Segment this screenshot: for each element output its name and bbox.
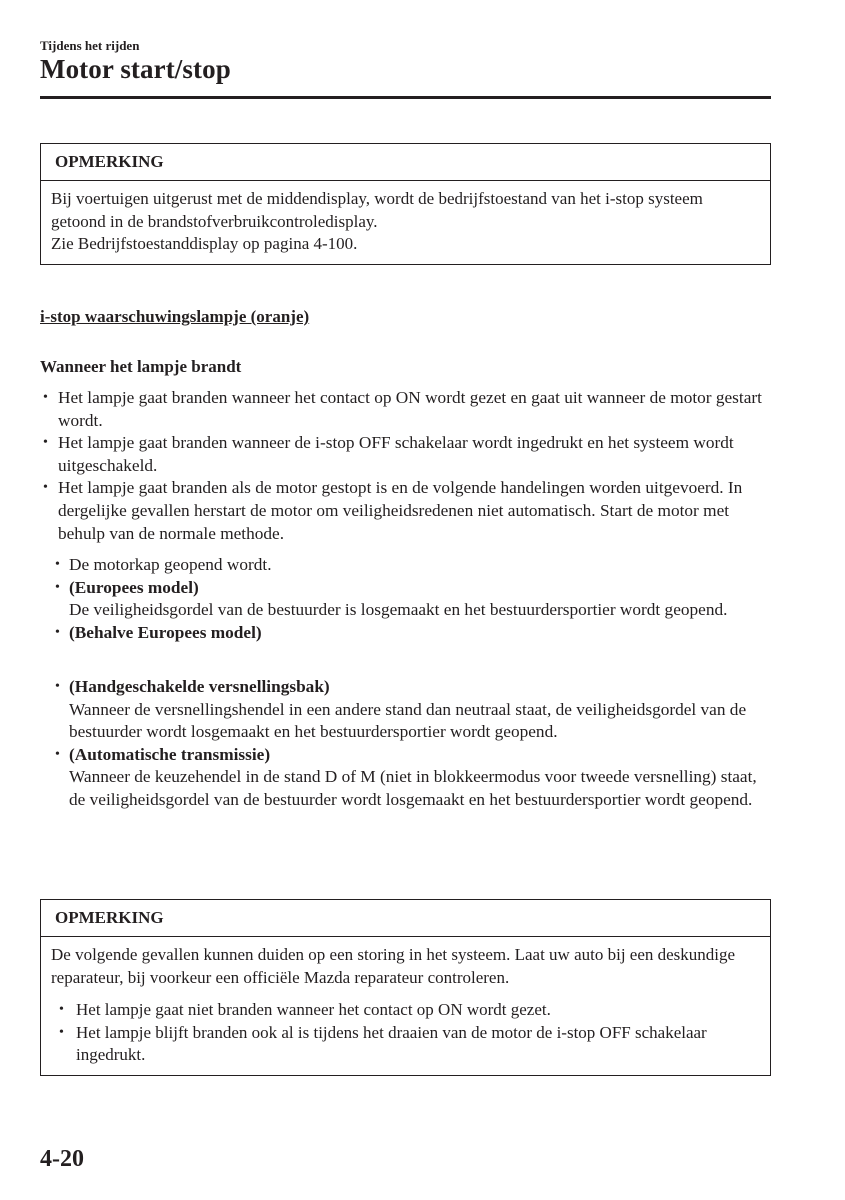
bullet-icon: •: [55, 579, 60, 595]
bullet-icon: •: [55, 557, 60, 572]
sub-bullet-list-2: [54, 676, 766, 812]
sub-item-label: (Handgeschakelde versnellingsbak): [69, 677, 330, 696]
sub-list-item: [54, 622, 766, 645]
note-list-item: [51, 1022, 760, 1067]
sub-item-text: Wanneer de keuzehendel in de stand D of M (niet in blokkeermodus voor tweede versnelling) staat, de veiligheidsgordel van de bestuurder wordt losgemaakt en het bestuurdersportier wordt geopend.: [69, 767, 757, 809]
note-box-2: [40, 899, 771, 1076]
list-item-text: Het lampje gaat branden wanneer de i-stop OFF schakelaar wordt ingedrukt en het systeem wordt uitgeschakeld.: [58, 433, 734, 475]
bullet-icon: •: [59, 1002, 64, 1017]
note-reference: Zie Bedrijfstoestanddisplay op pagina 4-100.: [51, 234, 358, 253]
bullet-icon: •: [43, 480, 48, 496]
sub-list-item: [54, 577, 766, 622]
bullet-icon: •: [55, 679, 60, 694]
list-item-text: Het lampje gaat branden wanneer het contact op ON wordt gezet en gaat uit wanneer de motor gestart wordt.: [58, 388, 762, 430]
note-list-item: [51, 999, 760, 1022]
page-number: 4-20: [40, 1146, 84, 1172]
subsection-heading: Wanneer het lampje brandt: [40, 357, 242, 376]
list-item: [40, 387, 765, 432]
note-list: [51, 999, 760, 1067]
list-item: [40, 477, 765, 545]
note-body: [41, 937, 770, 1075]
sub-item-label: (Europees model): [69, 577, 199, 597]
bullet-list: [40, 387, 765, 545]
sub-bullet-list: [54, 554, 766, 644]
sub-item-label: (Behalve Europees model): [69, 622, 262, 642]
list-item: [40, 432, 765, 477]
note-heading: OPMERKING: [41, 900, 770, 937]
section-heading: i-stop waarschuwingslampje (oranje): [40, 307, 310, 326]
sub-list-item: [54, 676, 766, 744]
bullet-icon: •: [59, 1024, 64, 1040]
sub-item-text: De motorkap geopend wordt.: [69, 555, 272, 574]
note-intro: De volgende gevallen kunnen duiden op een storing in het systeem. Laat uw auto bij een deskundige reparateur, bij voorkeur een officiële Mazda reparateur controleren.: [51, 945, 736, 987]
note-box-1: [40, 143, 771, 265]
bullet-icon: •: [43, 390, 48, 405]
sub-list-item: [54, 554, 766, 577]
list-item-text: Het lampje gaat branden als de motor gestopt is en de volgende handelingen worden uitgevoerd. In dergelijke gevallen herstart de motor om veiligheidsredenen niet automatisch. Start de motor met behulp van de normale methode.: [58, 478, 743, 543]
note-body: [41, 181, 770, 264]
note-item-text: Het lampje gaat niet branden wanneer het contact op ON wordt gezet.: [76, 1000, 551, 1019]
bullet-icon: •: [55, 624, 60, 640]
sub-item-label: (Automatische transmissie): [69, 744, 271, 764]
note-text: Bij voertuigen uitgerust met de middendisplay, wordt de bedrijfstoestand van het i-stop systeem getoond in de brandstofverbruikcontroledisplay.: [51, 189, 703, 231]
bullet-icon: •: [43, 435, 48, 451]
bullet-icon: •: [55, 746, 60, 762]
note-item-text: Het lampje blijft branden ook al is tijdens het draaien van de motor de i-stop OFF schakelaar ingedrukt.: [76, 1022, 707, 1064]
sub-item-text: Wanneer de versnellingshendel in een andere stand dan neutraal staat, de veiligheidsgordel van de bestuurder wordt losgemaakt en het bestuurdersportier wordt geopend.: [69, 699, 747, 742]
sub-item-text: De veiligheidsgordel van de bestuurder is losgemaakt en het bestuurdersportier wordt geopend.: [69, 600, 728, 620]
section-label: Tijdens het rijden: [40, 38, 140, 53]
note-heading: OPMERKING: [41, 144, 770, 181]
sub-list-item: [54, 744, 766, 812]
title-rule: [40, 96, 771, 99]
page-title: Motor start/stop: [40, 54, 231, 84]
